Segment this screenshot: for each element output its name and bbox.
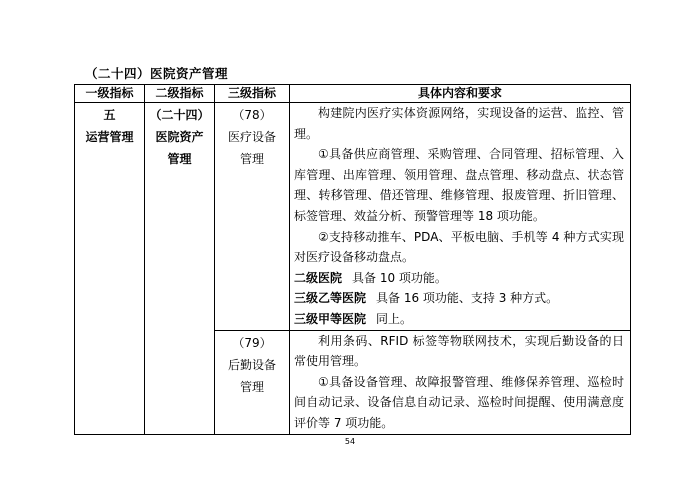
level3-cell-78 xyxy=(215,103,290,331)
level1-cell xyxy=(75,103,145,435)
grade2-line xyxy=(294,268,624,289)
header-level2: 二级指标 xyxy=(145,85,215,103)
item78-point1: ①具备供应商管理、采购管理、合同管理、招标管理、入库管理、出库管理、领用管理、盘点管理、移动盘点、状态管理、转移管理、借还管理、维修管理、报废管理、折旧管理、标签管理、效益分析、预警管理等 18 项功能。 xyxy=(294,147,624,223)
indicator-table xyxy=(74,84,631,435)
grade2-text: 具备 10 项功能。 xyxy=(352,270,447,285)
table-row-78 xyxy=(75,103,631,331)
header-level1: 一级指标 xyxy=(75,85,145,103)
item79-intro: 利用条码、RFID 标签等物联网技术，实现后勤设备的日常使用管理。 xyxy=(294,333,624,369)
header-details: 具体内容和要求 xyxy=(290,85,631,103)
details-cell-79 xyxy=(290,330,631,434)
item79-name-line2: 管理 xyxy=(239,379,264,394)
level2-number: （二十四） xyxy=(149,108,210,122)
item79-point1: ①具备设备管理、故障报警管理、维修保养管理、巡检时间自动记录、设备信息自动记录、巡检时间提醒、使用满意度评价等 7 项功能。 xyxy=(294,374,624,430)
grade3b-label: 三级乙等医院 xyxy=(294,291,367,306)
grade3a-text: 同上。 xyxy=(376,311,413,326)
item78-point2: ②支持移动推车、PDA、平板电脑、手机等 4 种方式实现对医疗设备移动盘点。 xyxy=(294,229,624,265)
level2-cell xyxy=(145,103,215,435)
level2-name-line1: 医院资产 xyxy=(155,130,204,144)
table-header-row xyxy=(75,85,631,103)
item78-intro: 构建院内医疗实体资源网络，实现设备的运营、监控、管理。 xyxy=(294,106,624,141)
grade3b-line xyxy=(294,288,624,309)
grade3a-label: 三级甲等医院 xyxy=(294,311,367,326)
grade3a-line xyxy=(294,309,624,330)
level3-cell-79 xyxy=(215,330,290,434)
grade3b-text: 具备 16 项功能、支持 3 种方式。 xyxy=(376,291,559,306)
grade2-label: 二级医院 xyxy=(294,270,343,285)
item79-number: （79） xyxy=(232,335,272,350)
header-level3: 三级指标 xyxy=(215,85,290,103)
level1-number: 五 xyxy=(103,108,116,122)
item79-name-line1: 后勤设备 xyxy=(227,357,276,372)
level2-name-line2: 管理 xyxy=(167,152,192,166)
item78-name-line1: 医疗设备 xyxy=(227,130,276,144)
section-title: （二十四）医院资产管理 xyxy=(85,66,229,81)
item78-number: （78） xyxy=(232,108,272,122)
level1-name: 运营管理 xyxy=(85,130,134,144)
details-cell-78 xyxy=(290,103,631,331)
item78-name-line2: 管理 xyxy=(239,152,264,166)
page-number: 54 xyxy=(344,437,356,446)
